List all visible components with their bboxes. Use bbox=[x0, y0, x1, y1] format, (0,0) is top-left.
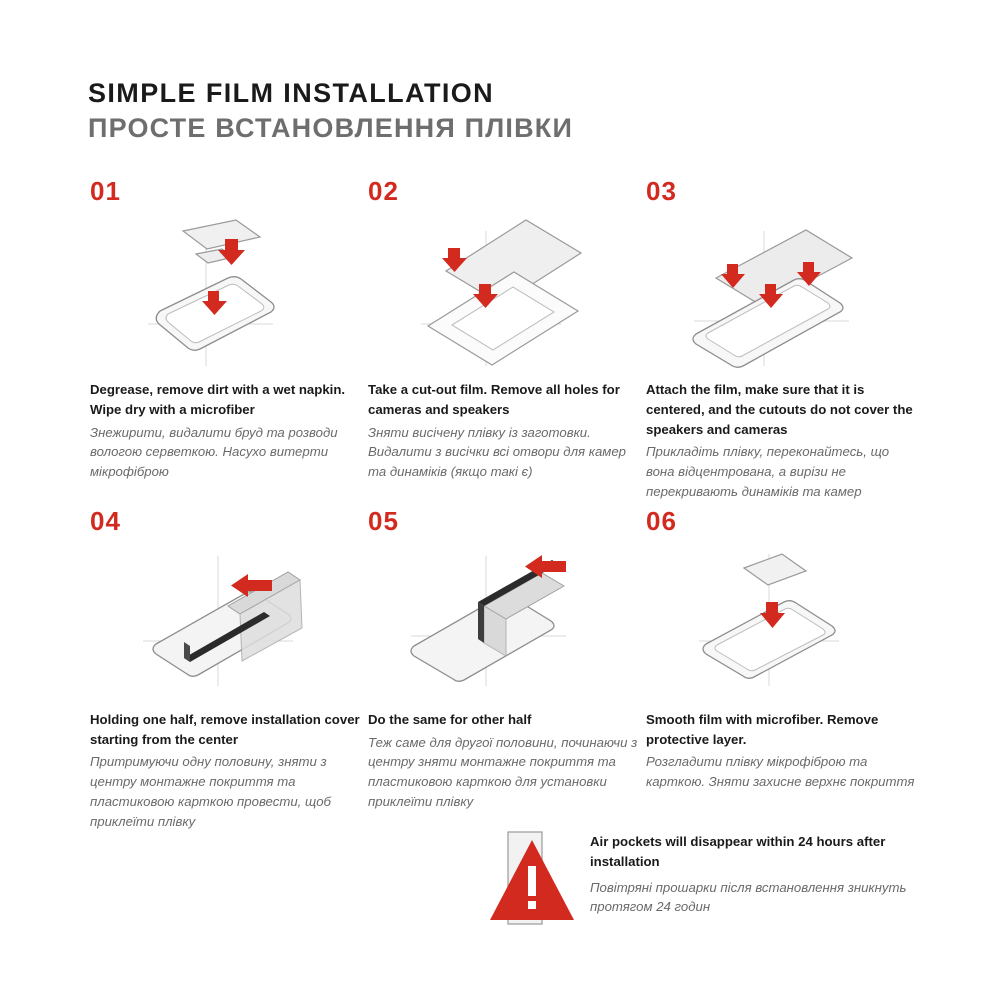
film-sheet-cutout-icon bbox=[366, 206, 640, 376]
step-card-01 bbox=[88, 178, 362, 502]
footer-text-block bbox=[574, 826, 920, 917]
step-number: 02 bbox=[368, 176, 399, 206]
step-text-en: Do the same for other half bbox=[368, 711, 532, 727]
step-number: 04 bbox=[90, 505, 121, 536]
footer-note bbox=[490, 826, 920, 933]
page-title-uk: ПРОСТЕ ВСТАНОВЛЕННЯ ПЛІВКИ bbox=[88, 113, 574, 144]
step-card-05 bbox=[366, 505, 640, 832]
film-align-on-phone-icon bbox=[644, 206, 918, 376]
step-text-en: Attach the film, make sure that it is centered, and the cutouts do not cover the speakers and cameras bbox=[646, 382, 913, 437]
step-text-en: Take a cut-out film. Remove all holes for cameras and speakers bbox=[368, 382, 620, 417]
step-number: 01 bbox=[90, 176, 121, 206]
step-text-uk: Розгладити плівку мікрофіброю та карткою. Зняти захисне верхнє покриття bbox=[646, 754, 915, 790]
step-text-en: Holding one half, remove installation cover starting from the center bbox=[90, 711, 360, 747]
step-text-uk: Прикладіть плівку, переконайтесь, що вона відцентрована, а вирізи не перекривають динаміків та камер bbox=[646, 444, 890, 499]
step-card-02 bbox=[366, 178, 640, 502]
footer-text-en: Air pockets will disappear within 24 hours after installation bbox=[590, 834, 886, 869]
steps-grid bbox=[88, 178, 918, 832]
step-card-03 bbox=[644, 178, 918, 502]
phone-with-wipe-icon bbox=[88, 206, 362, 376]
smooth-with-cloth-icon bbox=[644, 536, 918, 706]
step-text-uk: Притримуючи одну половину, зняти з центру монтажне покриття та пластиковою карткою провести, щоб приклеїти плівку bbox=[90, 754, 331, 829]
step-card-04 bbox=[88, 505, 362, 832]
footer-text-uk: Повітряні прошарки після встановлення зникнуть протягом 24 годин bbox=[590, 879, 907, 915]
peel-right-half-icon bbox=[366, 536, 640, 706]
warning-triangle-icon bbox=[490, 826, 574, 933]
page-header bbox=[88, 78, 918, 144]
step-card-06 bbox=[644, 505, 918, 832]
step-text-uk: Теж саме для другої половини, починаючи з центру зняти монтажне покриття та пластиковою карткою для установки приклеїти плівку bbox=[368, 734, 638, 809]
peel-left-half-icon bbox=[88, 536, 362, 706]
step-text-uk: Зняти висічену плівку із заготовки. Видалити з висічки всі отвори для камер та динаміків (якщо такі є) bbox=[368, 424, 627, 480]
step-text-uk: Знежирити, видалити бруд та розводи вологою серветкою. Насухо витерти мікрофіброю bbox=[90, 424, 338, 480]
step-text-en: Smooth film with microfiber. Remove protective layer. bbox=[646, 711, 879, 747]
step-number: 03 bbox=[646, 176, 677, 206]
page-title-en: SIMPLE FILM INSTALLATION bbox=[88, 78, 495, 108]
step-number: 05 bbox=[368, 505, 399, 536]
step-text-en: Degrease, remove dirt with a wet napkin. Wipe dry with a microfiber bbox=[90, 382, 346, 417]
step-number: 06 bbox=[646, 505, 677, 536]
